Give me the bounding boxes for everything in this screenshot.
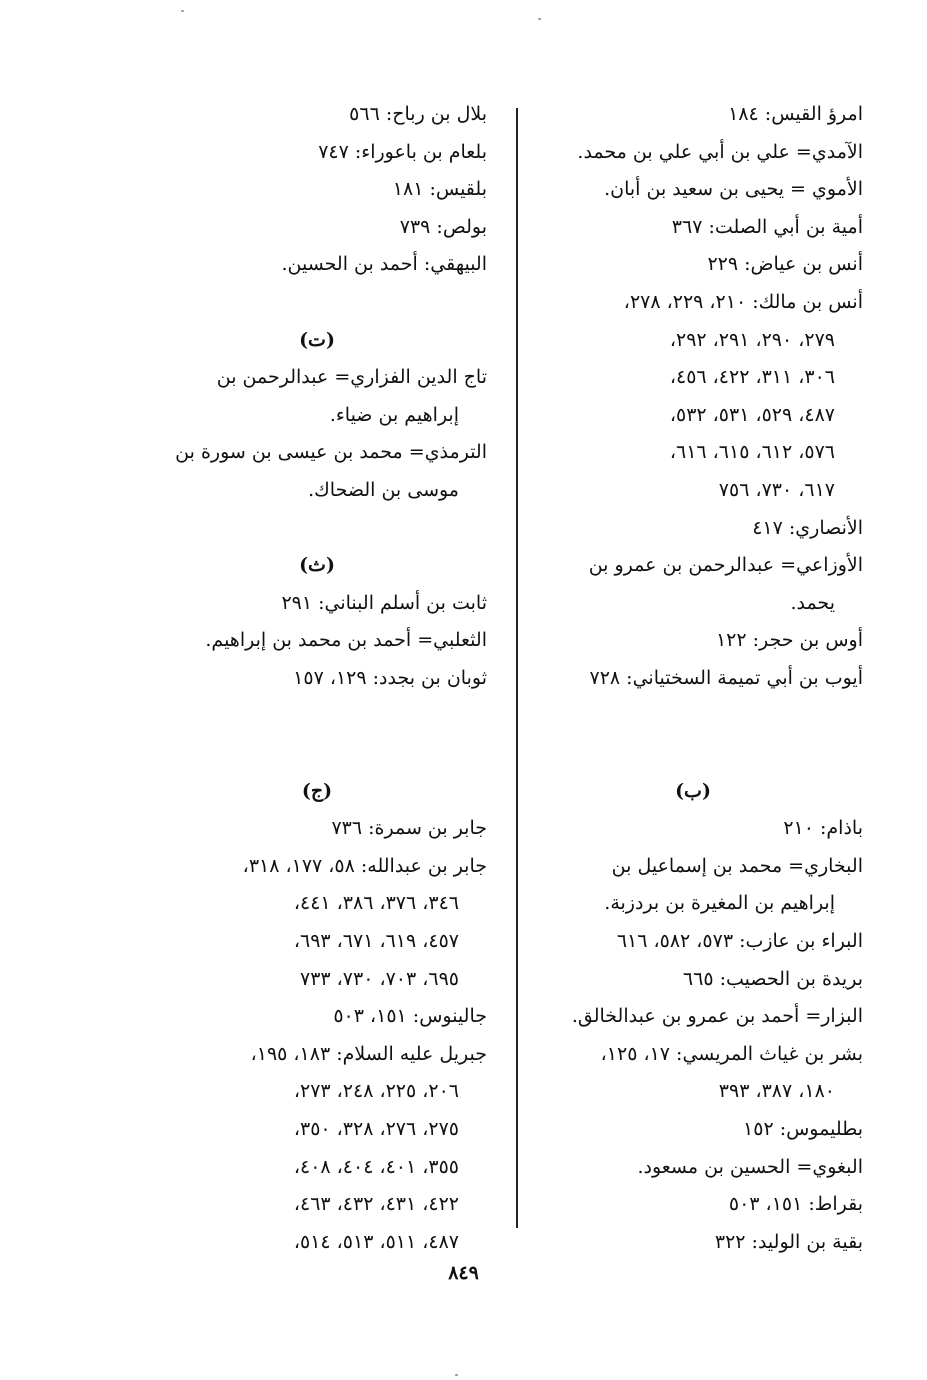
- left-column: [147, 96, 487, 1261]
- index-entry: الأوزاعي= عبدالرحمن بن عمرو بن: [588, 554, 863, 577]
- index-entry-continuation: إبراهيم بن المغيرة بن بردزبة.: [604, 892, 835, 915]
- index-entry: الثعلبي= أحمد بن محمد بن إبراهيم.: [205, 629, 487, 652]
- index-entry-continuation: ٦١٧، ٧٣٠، ٧٥٦: [718, 478, 835, 501]
- blank-line: [147, 735, 487, 773]
- index-entry: البزار= أحمد بن عمرو بن عبدالخالق.: [571, 1005, 863, 1028]
- index-entry-continuation: ٢٧٥، ٢٧٦، ٣٢٨، ٣٥٠،: [293, 1118, 459, 1141]
- index-entry-continuation: ٤٥٧، ٦١٩، ٦٧١، ٦٩٣،: [293, 930, 459, 953]
- index-entry: جالينوس: ١٥١، ٥٠٣: [333, 1005, 487, 1028]
- index-entry-continuation: ٢٧٩، ٢٩٠، ٢٩١، ٢٩٢،: [669, 328, 835, 351]
- index-entry: بطليموس: ١٥٢: [743, 1118, 863, 1141]
- blank-line: [147, 510, 487, 548]
- index-entry-continuation: ٤٨٧، ٥١١، ٥١٣، ٥١٤،: [293, 1230, 459, 1253]
- section-letter-heading: (ث): [299, 554, 335, 577]
- index-entry: بشر بن غياث المريسي: ١٧، ١٢٥،: [600, 1042, 863, 1065]
- index-entry: الآمدي= علي بن أبي علي بن محمد.: [577, 140, 863, 163]
- section-letter-heading: (ت): [299, 328, 335, 351]
- index-entry: باذام: ٢١٠: [783, 817, 863, 840]
- index-entry: ثابت بن أسلم البناني: ٢٩١: [281, 591, 487, 614]
- scan-speck: [538, 18, 541, 20]
- index-entry: الترمذي= محمد بن عيسى بن سورة بن: [175, 441, 487, 464]
- index-entry: جبريل عليه السلام: ١٨٣، ١٩٥،: [250, 1042, 487, 1065]
- section-letter-heading: (ب): [675, 779, 711, 802]
- index-entry: البيهقي: أحمد بن الحسين.: [281, 253, 487, 276]
- index-entry-continuation: موسى بن الضحاك.: [308, 478, 459, 501]
- index-entry-continuation: إبراهيم بن ضياء.: [329, 403, 459, 426]
- index-entry: بولص: ٧٣٩: [399, 215, 487, 238]
- index-entry: بريدة بن الحصيب: ٦٦٥: [682, 967, 863, 990]
- right-column: [523, 96, 863, 1261]
- index-entry: جابر بن عبدالله: ٥٨، ١٧٧، ٣١٨،: [242, 854, 487, 877]
- index-entry: جابر بن سمرة: ٧٣٦: [331, 817, 487, 840]
- column-divider: [516, 108, 518, 1228]
- index-entry: بلال بن رباح: ٥٦٦: [349, 103, 487, 125]
- index-entry: البراء بن عازب: ٥٧٣، ٥٨٢، ٦١٦: [616, 930, 863, 953]
- index-entry: أيوب بن أبي تميمة السختياني: ٧٢٨: [589, 666, 863, 689]
- blank-line: [147, 698, 487, 736]
- page-number: ٨٤٩: [448, 1262, 479, 1284]
- index-entry: أنس بن مالك: ٢١٠، ٢٢٩، ٢٧٨،: [623, 290, 863, 313]
- section-letter-heading: (ج): [301, 779, 333, 802]
- index-entry-continuation: ٣٤٦، ٣٧٦، ٣٨٦، ٤٤١،: [293, 892, 459, 915]
- scan-speck: [181, 10, 184, 12]
- blank-line: [147, 284, 487, 322]
- index-entry-continuation: ٣٥٥، ٤٠١، ٤٠٤، ٤٠٨،: [293, 1155, 459, 1178]
- index-entry-continuation: يحمد.: [790, 591, 835, 614]
- index-entry: امرؤ القيس: ١٨٤: [728, 103, 863, 125]
- blank-line: [523, 735, 863, 773]
- index-entry-continuation: ٢٠٦، ٢٢٥، ٢٤٨، ٢٧٣،: [293, 1080, 459, 1103]
- index-entry-continuation: ١٨٠، ٣٨٧، ٣٩٣: [718, 1080, 835, 1103]
- index-entry: أوس بن حجر: ١٢٢: [715, 629, 863, 652]
- index-entry-continuation: ٣٠٦، ٣١١، ٤٢٢، ٤٥٦،: [669, 366, 835, 389]
- index-entry: الأموي = يحيى بن سعيد بن أبان.: [604, 178, 863, 201]
- index-entry: البخاري= محمد بن إسماعيل بن: [611, 854, 863, 877]
- index-entry-continuation: ٦٩٥، ٧٠٣، ٧٣٠، ٧٣٣: [299, 967, 459, 990]
- index-entry: بقراط: ١٥١، ٥٠٣: [728, 1193, 863, 1216]
- index-entry: أمية بن أبي الصلت: ٣٦٧: [671, 215, 863, 238]
- blank-line: [523, 698, 863, 736]
- index-entry: أنس بن عياض: ٢٢٩: [707, 253, 863, 276]
- index-entry: الأنصاري: ٤١٧: [752, 516, 863, 539]
- index-entry: بقية بن الوليد: ٣٢٢: [714, 1230, 863, 1253]
- index-entry: بلعام بن باعوراء: ٧٤٧: [318, 140, 487, 163]
- index-entry-continuation: ٤٢٢، ٤٣١، ٤٣٢، ٤٦٣،: [293, 1193, 459, 1216]
- scan-speck: [455, 1374, 458, 1376]
- index-entry: بلقيس: ١٨١: [392, 178, 487, 201]
- index-entry: تاج الدين الفزاري= عبدالرحمن بن: [216, 366, 487, 389]
- index-entry-continuation: ٤٨٧، ٥٢٩، ٥٣١، ٥٣٢،: [669, 403, 835, 426]
- index-entry: البغوي= الحسين بن مسعود.: [637, 1155, 863, 1178]
- index-entry: ثوبان بن بجدد: ١٢٩، ١٥٧: [293, 666, 487, 689]
- index-entry-continuation: ٥٧٦، ٦١٢، ٦١٥، ٦١٦،: [669, 441, 835, 464]
